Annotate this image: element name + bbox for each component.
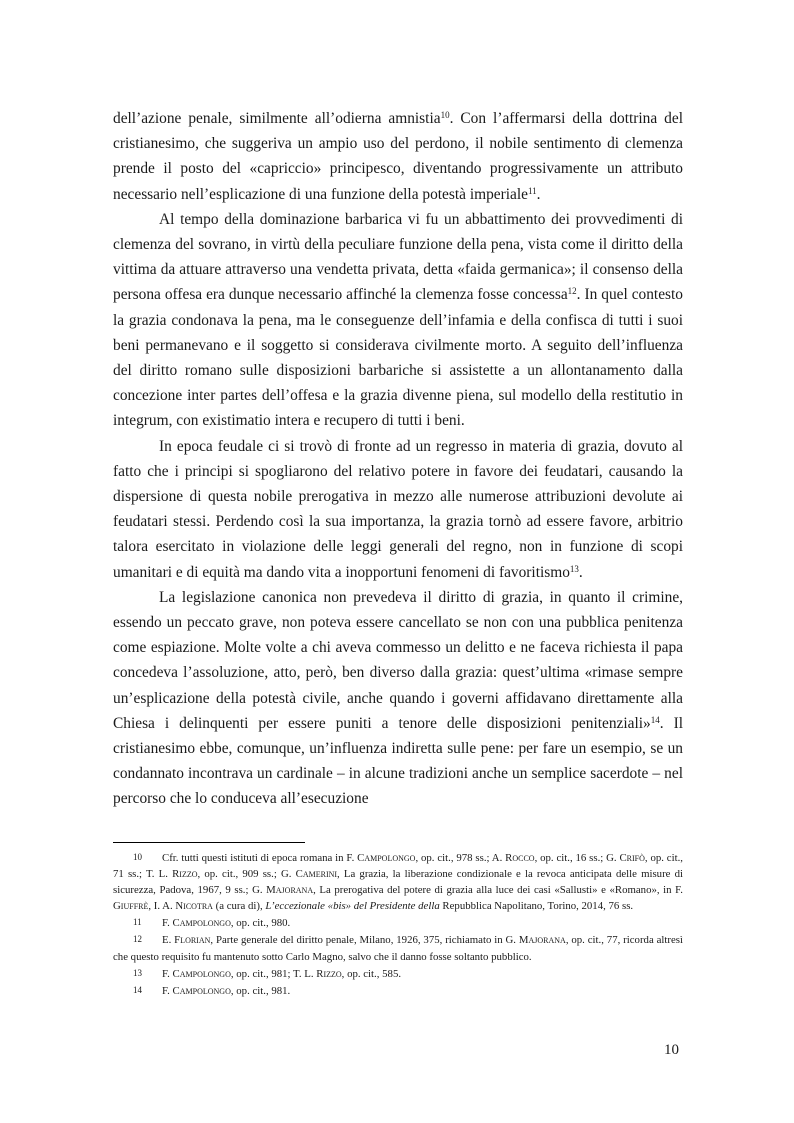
footnote-ref[interactable]: 12 [567,286,577,297]
footnote: 11 F. Campolongo, op. cit., 980. [113,914,683,931]
footnote: 10 Cfr. tutti questi istituti di epoca romana in F. Campolongo, op. cit., 978 ss.; A. Rocco, op. cit., 16 ss.; G. Crifò, op. cit., 71 ss.; T. L. Rizzo, op. cit., 909 ss.; G. Camerini, La grazia, la liberazione condizionale e la revoca anticipata delle misure di sicurezza, Padova, 1967, 9 ss.; G. Majorana, La prerogativa del potere di grazia alla luce dei casi «Sallusti» e «Romano», in F. Giuffrè, I. A. Nicotra (a cura di), L’eccezionale «bis» del Presidente della Repubblica Napolitano, Torino, 2014, 76 ss. [113,849,683,914]
paragraph: In epoca feudale ci si trovò di fronte ad un regresso in materia di grazia, dovuto al fatto che i principi si spogliarono del relativo potere in favore dei feudatari, causando la dispersione di questa nobile prerogativa in mezzo alle numerose attribuzioni devolute ai feudatari stessi. Perdendo così la sua importanza, la grazia tornò ad essere favore, arbitrio talora esercitato in violazione delle leggi generali del regno, non in funzione di scopi umanitari e di equità ma dando vita a inopportuni fenomeni di favoritismo$^{13}$. [113,437,683,581]
footnote-number: 13 [133,967,142,978]
paragraph: dell’azione penale, similmente all’odierna amnistia$^{10}$. Con l’affermarsi della dottrina del cristianesimo, che suggeriva un ampio uso del perdono, il nobile sentimento di clemenza prende il posto del «capriccio» principesco, diventando progressivamente un attributo necessario nell’esplicazione di una funzione della potestà imperiale$^{11}$. [113,110,683,203]
paragraph: Al tempo della dominazione barbarica vi fu un abbattimento dei provvedimenti di clemenza del sovrano, in virtù della peculiare funzione della pena, vista come il diritto della vittima da attuare attraverso una vendetta privata, detta «faida germanica»; il consenso della persona offesa era dunque necessario affinché la clemenza fosse concessa$^{12}$. In quel contesto la grazia condonava la pena, ma le conseguenze dell’infamia e della confisca di tutti i suoi beni permanevano e il soggetto si considerava civilmente morto. A seguito dell’influenza del diritto romano sulle disposizioni barbariche si assistette a un allontanamento dalla concezione inter partes dell’offesa e la grazia divenne piena, sul modello della restitutio in integrum, con existimatio intera e recupero di tutti i beni. [113,210,684,430]
footnote: 13 F. Campolongo, op. cit., 981; T. L. Rizzo, op. cit., 585. [113,965,683,982]
footnote-ref[interactable]: 10 [440,110,450,120]
paragraph: La legislazione canonica non prevedeva il diritto di grazia, in quanto il crimine, essendo un peccato grave, non poteva essere cancellato se non con una pubblica penitenza come espiazione. Molte volte a chi aveva commesso un delitto e ne faceva richiesta il papa concedeva l’assoluzione, atto, però, ben diverso dalla grazia: quest’ultima «rimase sempre un’esplicazione della potestà civile, anche quando i governi affidavano direttamente alla Chiesa i delinquenti per essere puniti a tenore delle disposizioni penitenziali»$^{14}$. Il cristianesimo ebbe, comunque, un’influenza indiretta sulle pene: per fare un esempio, se un condannato incontrava un cardinale – in alcune tradizioni anche un semplice sacerdote – nel percorso che lo conduceva all’esecuzione [113,588,683,808]
footnote-number: 11 [133,917,142,928]
footnote: 12 E. Florian, Parte generale del diritto penale, Milano, 1926, 375, richiamato in G. Majorana, op. cit., 77, ricorda altresì che questo requisito fu mantenuto sotto Carlo Magno, salvo che il danno fosse soltanto pubblico. [113,931,683,964]
footnote: 14 F. Campolongo, op. cit., 981. [113,982,683,999]
footnote-number: 12 [133,934,142,945]
footnote-ref[interactable]: 11 [527,185,537,196]
page-number: 10 [664,1042,679,1058]
footnote-ref[interactable]: 14 [650,714,660,725]
footnotes [113,849,683,999]
footnote-number: 10 [133,852,142,862]
footnote-number: 14 [133,984,142,995]
footnote-separator [113,842,305,843]
body-text [113,106,683,812]
footnote-ref[interactable]: 13 [569,563,579,574]
